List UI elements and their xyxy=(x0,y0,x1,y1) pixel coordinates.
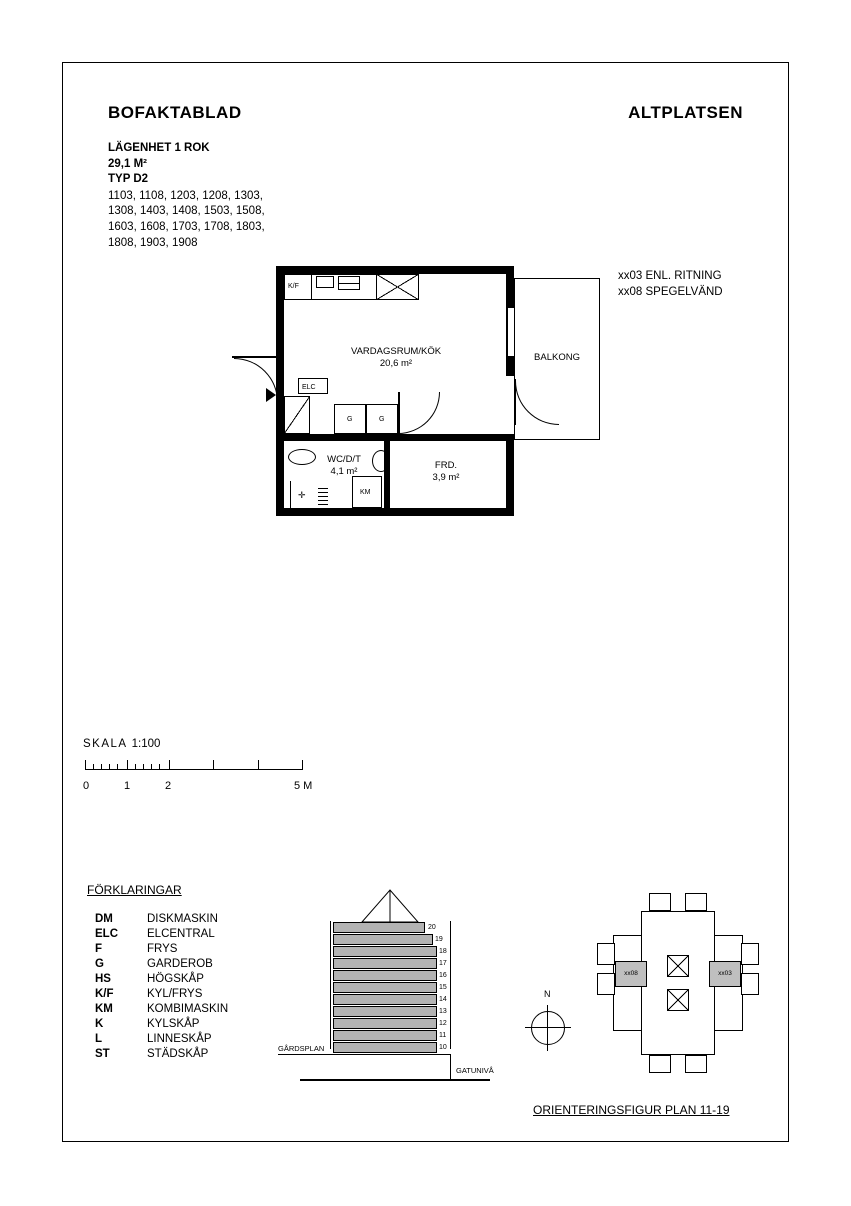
legend-abbr: HS xyxy=(95,972,111,985)
legend-abbr: ELC xyxy=(95,927,118,940)
compass-circle xyxy=(531,1011,565,1045)
frd-door-leaf xyxy=(398,392,400,434)
note-line: xx08 SPEGELVÄND xyxy=(618,286,723,298)
kitchen-hob-line xyxy=(338,283,360,284)
floor-number: 19 xyxy=(435,936,443,943)
floor-slab xyxy=(333,1018,437,1029)
drawing-notes xyxy=(618,268,723,300)
room-name: WC/D/T xyxy=(327,454,361,465)
courtyard-label: GÅRDSPLAN xyxy=(278,1044,325,1053)
street-level-label: GATUNIVÅ xyxy=(456,1066,494,1075)
floor-number: 13 xyxy=(439,1008,447,1015)
core-block-upper xyxy=(667,955,689,977)
compass-needle-vertical xyxy=(547,1005,548,1051)
floor-number: 15 xyxy=(439,984,447,991)
floor-slab xyxy=(333,958,437,969)
floor-slab xyxy=(333,946,437,957)
room-label-vardagsrum xyxy=(318,346,474,370)
wc-radiator xyxy=(318,488,328,506)
legend-row xyxy=(87,1001,228,1016)
wc-sink xyxy=(288,449,316,465)
entry-door-marker xyxy=(266,388,276,402)
tag-g-1: G xyxy=(347,416,353,423)
scale-tick xyxy=(101,764,102,770)
wall-right-lower xyxy=(506,434,514,516)
legend-abbr: K xyxy=(95,1017,104,1030)
apartment-type: LÄGENHET 1 ROK xyxy=(108,142,210,154)
scale-tick xyxy=(159,764,160,770)
scale-tick xyxy=(85,760,86,770)
wall-left-upper xyxy=(276,266,284,441)
unit-number-line: 1808, 1903, 1908 xyxy=(108,236,198,249)
apartment-unit-numbers xyxy=(108,189,265,251)
room-label-frd xyxy=(410,460,482,484)
floor-slab xyxy=(333,922,425,933)
scale-label xyxy=(83,738,160,750)
balcony-block xyxy=(685,893,707,911)
floor-number: 18 xyxy=(439,948,447,955)
floor-slab xyxy=(333,982,437,993)
legend-abbr: L xyxy=(95,1032,103,1045)
scale-tick xyxy=(302,760,303,770)
room-area: 3,9 m² xyxy=(432,472,460,483)
legend-abbr: K/F xyxy=(95,987,114,1000)
unit-label-xx08: xx08 xyxy=(624,970,638,977)
floor-number: 20 xyxy=(428,924,436,931)
balcony-block xyxy=(741,943,759,965)
floor-number: 17 xyxy=(439,960,447,967)
floor-number: 12 xyxy=(439,1020,447,1027)
legend-abbr: G xyxy=(95,957,104,970)
floor-slab xyxy=(333,970,437,981)
scale-tick xyxy=(127,760,128,770)
room-area: 4,1 m² xyxy=(330,466,358,477)
room-name: FRD. xyxy=(434,460,458,471)
wall-interior-horizontal xyxy=(284,434,506,441)
scale-value: 1:100 xyxy=(131,738,161,750)
unit-label-xx03: xx03 xyxy=(718,970,732,977)
apartment-type-code: TYP D2 xyxy=(108,173,149,186)
note-line: xx03 ENL. RITNING xyxy=(618,270,722,282)
legend-row xyxy=(87,926,228,941)
wc-toilet xyxy=(372,450,390,472)
balcony-block xyxy=(649,893,671,911)
orientation-caption: ORIENTERINGSFIGUR PLAN 11-19 xyxy=(533,1103,730,1117)
legend-row xyxy=(87,911,228,926)
room-label-wc xyxy=(308,454,380,478)
room-name: VARDAGSRUM/KÖK xyxy=(350,346,442,357)
balcony-block xyxy=(685,1055,707,1073)
balcony-block xyxy=(597,943,615,965)
entry-cabinet-hatch xyxy=(284,396,310,434)
entry-door-leaf xyxy=(232,356,276,358)
roof-shape xyxy=(330,888,450,922)
floor-slab xyxy=(333,1006,437,1017)
floor-slab xyxy=(333,934,433,945)
legend-text: KOMBIMASKIN xyxy=(147,1002,229,1015)
legend-text: KYL/FRYS xyxy=(147,987,203,1000)
tag-g-2: G xyxy=(379,416,385,423)
kitchen-cabinet-diagonal xyxy=(376,274,419,300)
scale-tick xyxy=(135,764,136,770)
scale-word: SKALA xyxy=(83,738,127,750)
tag-km: KM xyxy=(360,489,371,496)
wall-bottom xyxy=(276,508,514,516)
drawing-sheet xyxy=(62,62,789,1142)
scale-tick xyxy=(258,760,259,770)
legend-abbr: KM xyxy=(95,1002,113,1015)
core-block-lower xyxy=(667,989,689,1011)
room-area: 20,6 m² xyxy=(379,358,413,369)
building-base-drop xyxy=(450,1054,451,1079)
scale-tick-label: 1 xyxy=(124,780,131,792)
legend-title: FÖRKLARINGAR xyxy=(87,883,182,897)
scale-tick xyxy=(213,760,214,770)
legend-abbr: DM xyxy=(95,912,113,925)
compass-needle-horizontal xyxy=(525,1027,571,1028)
tag-elc: ELC xyxy=(302,384,316,391)
legend-row xyxy=(87,1016,228,1031)
scale-tick xyxy=(117,764,118,770)
building-left-edge xyxy=(330,921,331,1049)
tag-kf: K/F xyxy=(288,283,299,290)
legend-row xyxy=(87,1046,228,1061)
apartment-info xyxy=(108,141,265,251)
legend-row xyxy=(87,956,228,971)
legend-row xyxy=(87,941,228,956)
wall-left-lower xyxy=(276,434,284,516)
page-title: BOFAKTABLAD xyxy=(108,103,242,122)
scale-tick-label: 0 xyxy=(83,780,90,792)
wall-top xyxy=(276,266,514,274)
room-label-balkong xyxy=(520,352,594,364)
legend-text: STÄDSKÅP xyxy=(147,1047,209,1060)
scale-tick xyxy=(109,764,110,770)
legend-text: FRYS xyxy=(147,942,178,955)
legend-row xyxy=(87,971,228,986)
scale-tick xyxy=(143,764,144,770)
courtyard-ground-line xyxy=(278,1054,450,1055)
apartment-area: 29,1 M² xyxy=(108,157,147,170)
legend-text: LINNESKÅP xyxy=(147,1032,212,1045)
legend-text: KYLSKÅP xyxy=(147,1017,200,1030)
legend-text: ELCENTRAL xyxy=(147,927,215,940)
floor-plan xyxy=(276,266,606,526)
scale-tick xyxy=(93,764,94,770)
room-name: BALKONG xyxy=(534,352,580,363)
floor-number: 14 xyxy=(439,996,447,1003)
building-core-outline xyxy=(641,911,715,1055)
floor-number: 11 xyxy=(439,1032,447,1039)
floor-slab xyxy=(333,1030,437,1041)
balcony-block xyxy=(597,973,615,995)
legend-row xyxy=(87,1031,228,1046)
scale-tick-label: 2 xyxy=(165,780,172,792)
scale-tick-label: 5 M xyxy=(294,780,313,792)
legend-abbr: ST xyxy=(95,1047,110,1060)
legend-row xyxy=(87,986,228,1001)
floor-number: 10 xyxy=(439,1044,447,1051)
project-title: ALTPLATSEN xyxy=(628,103,743,122)
unit-number-line: 1308, 1403, 1408, 1503, 1508, xyxy=(108,205,265,218)
frd-door-arc xyxy=(398,392,440,434)
scale-tick xyxy=(151,764,152,770)
legend-text: GARDEROB xyxy=(147,957,213,970)
floor-slab xyxy=(333,994,437,1005)
kitchen-sink xyxy=(316,276,334,288)
legend-abbr: F xyxy=(95,942,103,955)
floor-slab xyxy=(333,1042,437,1053)
floor-number: 16 xyxy=(439,972,447,979)
wc-floor-drain: ✛ xyxy=(298,490,306,500)
scale-bar xyxy=(83,738,363,808)
unit-number-line: 1603, 1608, 1703, 1708, 1803, xyxy=(108,220,265,233)
orientation-figure xyxy=(513,893,763,1093)
scale-tick xyxy=(169,760,170,770)
balcony-door-leaf xyxy=(514,379,516,425)
building-elevation xyxy=(278,888,518,1108)
unit-number-line: 1103, 1108, 1203, 1208, 1303, xyxy=(108,189,263,202)
balcony-door-opening xyxy=(507,308,515,356)
north-label: N xyxy=(544,989,551,999)
legend-text: DISKMASKIN xyxy=(147,912,218,925)
building-right-edge xyxy=(450,921,451,1049)
balcony-block xyxy=(741,973,759,995)
street-level-line xyxy=(300,1079,490,1081)
balcony-block xyxy=(649,1055,671,1073)
legend-table xyxy=(87,911,228,1061)
legend-text: HÖGSKÅP xyxy=(147,972,204,985)
